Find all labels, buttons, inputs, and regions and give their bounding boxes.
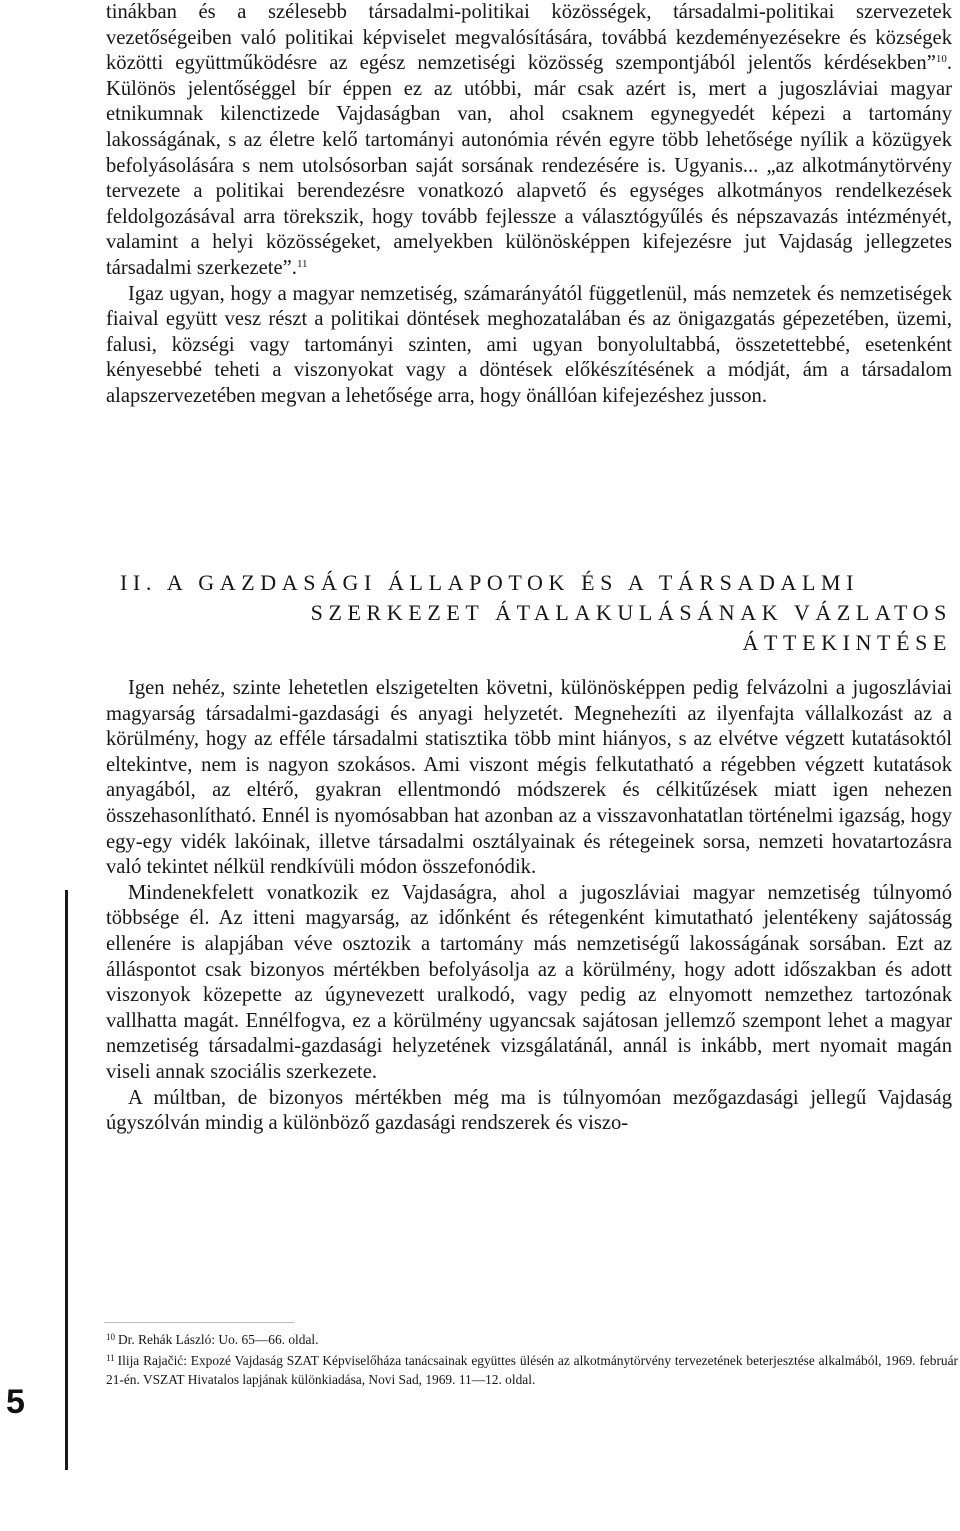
section-text-block xyxy=(106,676,952,1137)
footnote xyxy=(106,1328,958,1349)
paragraph-text: tinákban és a szélesebb társadalmi-politikai közösségek, társadalmi-politikai szervezetek vezetőségeiben való politikai képviselet megvalósítására, továbbá kezdeményezésekre és községek közötti együttműködésre az egész nemzetiségi közösség szempontjából jelentős kérdésekben” xyxy=(106,1,952,75)
footnote-text: Dr. Rehák László: Uo. 65—66. oldal. xyxy=(118,1332,319,1347)
footnote-mark: 10 xyxy=(106,1332,115,1342)
footnote-ref: 10 xyxy=(935,53,947,66)
footnote-text: Ilija Rajačić: Expozé Vajdaság SZAT Képviselőháza tanácsainak együttes ülésén az alkotmánytörvény tervezetének beterjesztése alkalmából, 1969. február 21-én. VSZAT Hivatalos lapjának különkiadása, Novi Sad, 1969. 11—12. oldal. xyxy=(106,1353,958,1387)
footnotes xyxy=(106,1328,958,1389)
footnote-divider xyxy=(104,1322,294,1323)
paragraph: Mindenekfelett vonatkozik ez Vajdaságra, ahol a jugoszláviai magyar nemzetiség túlnyomó többsége él. Az itteni magyarság, az időnként és rétegenként kimutatható jelentékeny sajátosság ellenére is alapjában véve osztozik a tartomány más nemzetiségű lakosságának sorsában. Ezt az álláspontot csak bizonyos mértékben befolyásolja az a körülmény, hogy adott időszakban és adott viszonyok közepette az úgynevezett uralkodó, vagy pedig az elnyomott nemzethez tartozónak vallhatta magát. Ennélfogva, ez a körülmény ugyancsak sajátosan jellemző szempont lehet a magyar nemzetiség társadalmi-gazdasági helyzetének vizsgálatánál, annál is inkább, mert nyomait magán viseli annak szociális szerkezete. xyxy=(106,881,952,1083)
margin-bar xyxy=(65,890,68,1470)
section-heading-line: SZERKEZET ÁTALAKULÁSÁNAK VÁZLATOS xyxy=(310,600,952,625)
footnote xyxy=(106,1349,958,1389)
paragraph: Igen nehéz, szinte lehetetlen elszigetelten követni, különösképpen pedig felvázolni a jugoszláviai magyarság társadalmi-gazdasági és anyagi helyzetét. Megnehezíti az ilyenfajta vállalkozást az a körülmény, hogy az efféle társadalmi statisztika több mint hiányos, s az elvétve végzett kutatásoktól eltekintve, nem is nagyon szokásos. Ami viszont mégis felkutatható a régebben végzett kutatások anyagából, az eltérő, gyakran ellentmondó módszerek és célkitűzések miatt igen nehezen összehasonlítható. Ennél is nyomósabban hat azonban az a visszavonhatatlan történelmi igazság, hogy egy-egy vidék lakóinak, illetve társadalmi osztályainak és rétegeinek sorsa, nemzeti hovatartozásra való tekintet nélkül rendkívüli módon összefonódik. xyxy=(106,677,952,879)
footnote-mark: 11 xyxy=(106,1353,115,1363)
page-number: 5 xyxy=(6,1383,25,1421)
section-heading xyxy=(120,568,952,658)
section-heading-line: II. A GAZDASÁGI ÁLLAPOTOK ÉS A TÁRSADALMI xyxy=(120,570,860,595)
paragraph: A múltban, de bizonyos mértékben még ma is túlnyomóan mezőgazdasági jellegű Vajdaság úgyszólván mindig a különböző gazdasági rendszerek és viszo- xyxy=(106,1086,952,1135)
section-heading-line: ÁTTEKINTÉSE xyxy=(742,630,952,655)
top-text-block xyxy=(106,0,952,410)
footnote-ref: 11 xyxy=(296,257,308,270)
paragraph-continuation xyxy=(106,0,952,282)
paragraph-text: . Különös jelentőséggel bír éppen ez az utóbbi, már csak azért is, mert a jugoszláviai magyar etnikumnak kilenctizede Vajdaságban van, ahol csaknem egynegyedét képezi a tartomány lakosságának, s az életre kelő tartományi autonómia révén egyre több lehetősége nyílik a közügyek befolyásolására s nem utolsósorban saját sorsának rendezésére is. Ugyanis... „az alkotmánytörvény tervezete a politikai berendezésre vonatkozó alapvető és egységes alkotmányos rendelkezések feldolgozásával arra törekszik, hogy tovább fejlessze a választógyűlés és népszavazás intézményét, valamint a helyi közösségeket, amelyekben különösképpen kifejezésre jut Vajdaság jellegzetes társadalmi szerkezete”. xyxy=(106,52,952,279)
paragraph: Igaz ugyan, hogy a magyar nemzetiség, számarányától függetlenül, más nemzetek és nemzetiségek fiaival együtt vesz részt a politikai döntések meghozatalában és az önigazgatás gépezetében, üzemi, falusi, községi vagy tartományi szinten, ami ugyan bonyolultabbá, összetettebbé, esetenként kényesebbé teheti a viszonyokat vagy a döntések előkészítésének a módját, ám a társadalom alapszervezetében megvan a lehetősége arra, hogy önállóan kifejezéshez jusson. xyxy=(106,282,952,407)
